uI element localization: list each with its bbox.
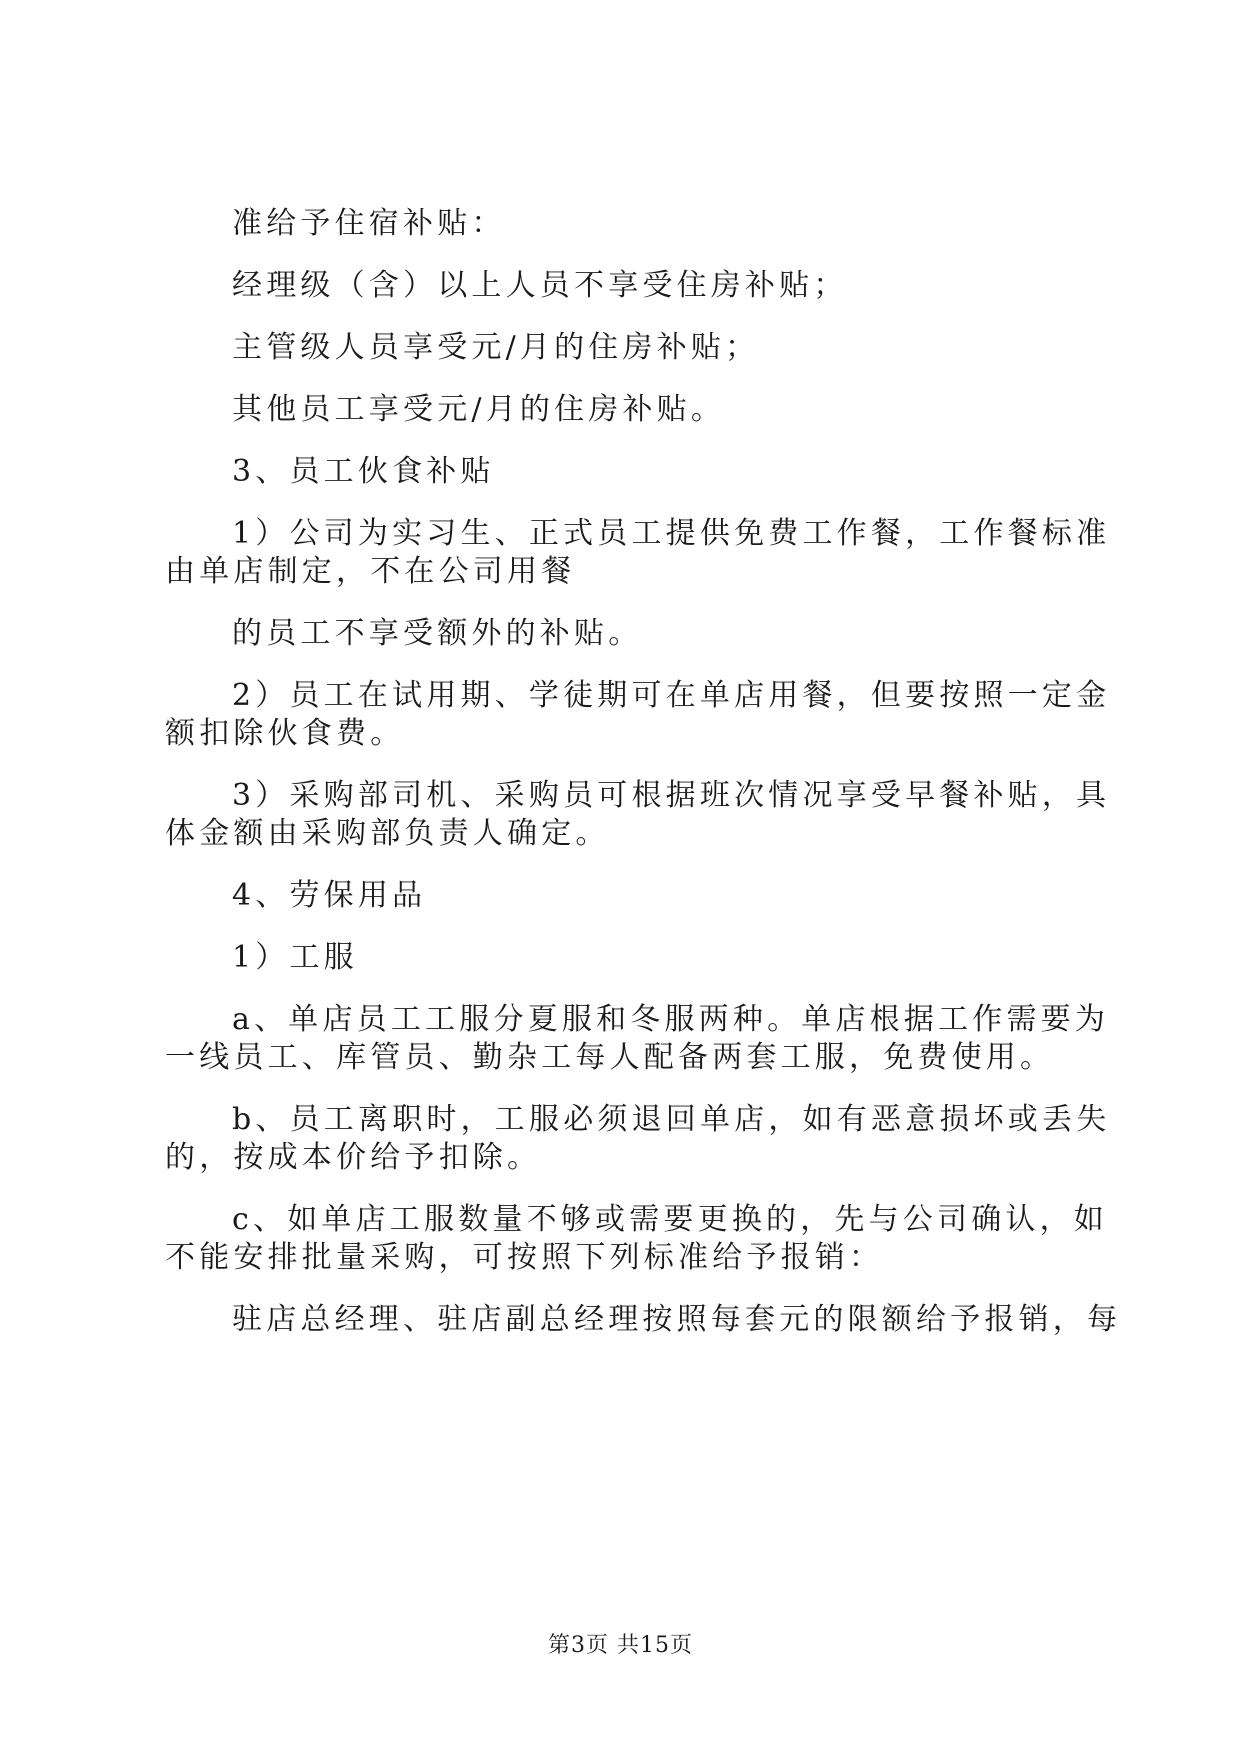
text-line: 体金额由采购部负责人确定。 bbox=[165, 816, 610, 851]
text-line: 的员工不享受额外的补贴。 bbox=[232, 616, 643, 651]
text-line: 的，按成本价给予扣除。 bbox=[165, 1140, 542, 1175]
text-line: b、员工离职时，工服必须退回单店，如有恶意损坏或丢失 bbox=[232, 1102, 1111, 1137]
document-body bbox=[165, 205, 1122, 1339]
subsection-heading: 1）工服 bbox=[232, 940, 358, 975]
text-line: 额扣除伙食费。 bbox=[165, 716, 405, 751]
text-line: 经理级（含）以上人员不享受住房补贴； bbox=[232, 268, 848, 303]
text-line: a、单店员工工服分夏服和冬服两种。单店根据工作需要为 bbox=[232, 1002, 1110, 1037]
section-heading: 4、劳保用品 bbox=[232, 878, 427, 913]
text-line: 2）员工在试用期、学徒期可在单店用餐，但要按照一定金 bbox=[232, 678, 1111, 713]
page-number-footer: 第3页 共15页 bbox=[548, 1633, 693, 1658]
text-line: 驻店总经理、驻店副总经理按照每套元的限额给予报销，每 bbox=[232, 1302, 1122, 1337]
text-line: c、如单店工服数量不够或需要更换的，先与公司确认，如 bbox=[232, 1202, 1109, 1237]
section-heading: 3、员工伙食补贴 bbox=[232, 454, 495, 489]
text-line: 3）采购部司机、采购员可根据班次情况享受早餐补贴，具 bbox=[232, 778, 1111, 813]
text-line: 主管级人员享受元/月的住房补贴； bbox=[232, 330, 760, 365]
text-line: 1）公司为实习生、正式员工提供免费工作餐，工作餐标准 bbox=[232, 516, 1111, 551]
text-line: 准给予住宿补贴： bbox=[232, 206, 506, 241]
text-line: 其他员工享受元/月的住房补贴。 bbox=[232, 392, 726, 427]
text-line: 不能安排批量采购，可按照下列标准给予报销： bbox=[165, 1240, 884, 1275]
text-line: 由单店制定，不在公司用餐 bbox=[165, 554, 576, 589]
text-line: 一线员工、库管员、勤杂工每人配备两套工服，免费使用。 bbox=[165, 1040, 1055, 1075]
